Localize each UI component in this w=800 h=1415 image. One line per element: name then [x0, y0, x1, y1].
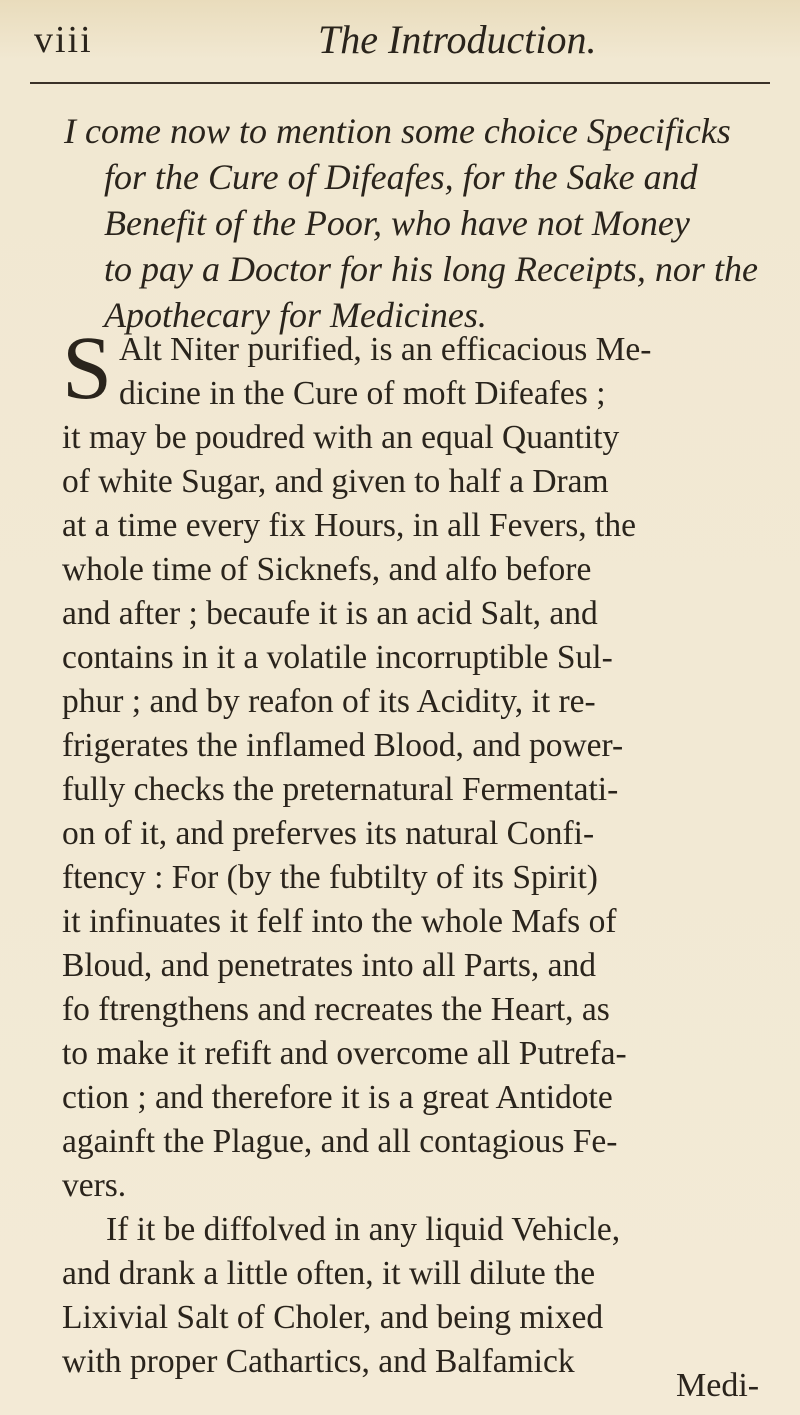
drop-cap: S — [62, 319, 113, 418]
text-line: ftency : For (by the fubtilty of its Spirit) — [62, 859, 598, 896]
text-line: contains in it a volatile incorruptible Sul- — [62, 639, 613, 676]
heading-line: Benefit of the Poor, who have not Money — [104, 203, 690, 243]
text-line: with proper Cathartics, and Balfamick — [62, 1343, 575, 1380]
text-line: it infinuates it felf into the whole Mafs of — [62, 903, 617, 940]
header-rule — [30, 82, 770, 84]
text-line: at a time every fix Hours, in all Fevers, the — [62, 507, 636, 544]
text-line: whole time of Sicknefs, and alfo before — [62, 551, 592, 588]
heading-line: I come now to mention some choice Specificks — [64, 111, 731, 151]
text-line: and after ; becaufe it is an acid Salt, and — [62, 595, 598, 632]
text-line: Alt Niter purified, is an efficacious Me- — [119, 331, 652, 368]
heading-line: for the Cure of Difeafes, for the Sake and — [104, 157, 698, 197]
heading-line: to pay a Doctor for his long Receipts, nor the — [104, 249, 758, 289]
text-line: frigerates the inflamed Blood, and power- — [62, 727, 624, 764]
catchword: Medi- — [676, 1367, 760, 1404]
section-heading — [64, 108, 764, 338]
text-line: phur ; and by reafon of its Acidity, it re- — [62, 683, 596, 720]
text-line: on of it, and preferves its natural Confi- — [62, 815, 595, 852]
text-line: Bloud, and penetrates into all Parts, and — [62, 947, 597, 984]
heading-line: Apothecary for Medicines. — [104, 295, 487, 335]
text-line: againft the Plague, and all contagious Fe- — [62, 1123, 618, 1160]
text-line: If it be diffolved in any liquid Vehicle, — [106, 1211, 621, 1248]
text-line: dicine in the Cure of moft Difeafes ; — [119, 375, 606, 412]
body-text — [62, 319, 770, 1384]
text-line: and drank a little often, it will dilute the — [62, 1255, 596, 1292]
text-line: vers. — [62, 1167, 127, 1204]
text-line: it may be poudred with an equal Quantity — [62, 419, 620, 456]
text-line: of white Sugar, and given to half a Dram — [62, 463, 609, 500]
text-line: Lixivial Salt of Choler, and being mixed — [62, 1299, 604, 1336]
text-line: to make it refift and overcome all Putrefa- — [62, 1035, 627, 1072]
page-number: viii — [34, 19, 93, 61]
page-header — [0, 0, 800, 80]
running-title: The Introduction. — [318, 17, 597, 62]
text-line: fully checks the preternatural Fermentati- — [62, 771, 619, 808]
text-line: ction ; and therefore it is a great Antidote — [62, 1079, 613, 1116]
text-line: fo ftrengthens and recreates the Heart, as — [62, 991, 610, 1028]
